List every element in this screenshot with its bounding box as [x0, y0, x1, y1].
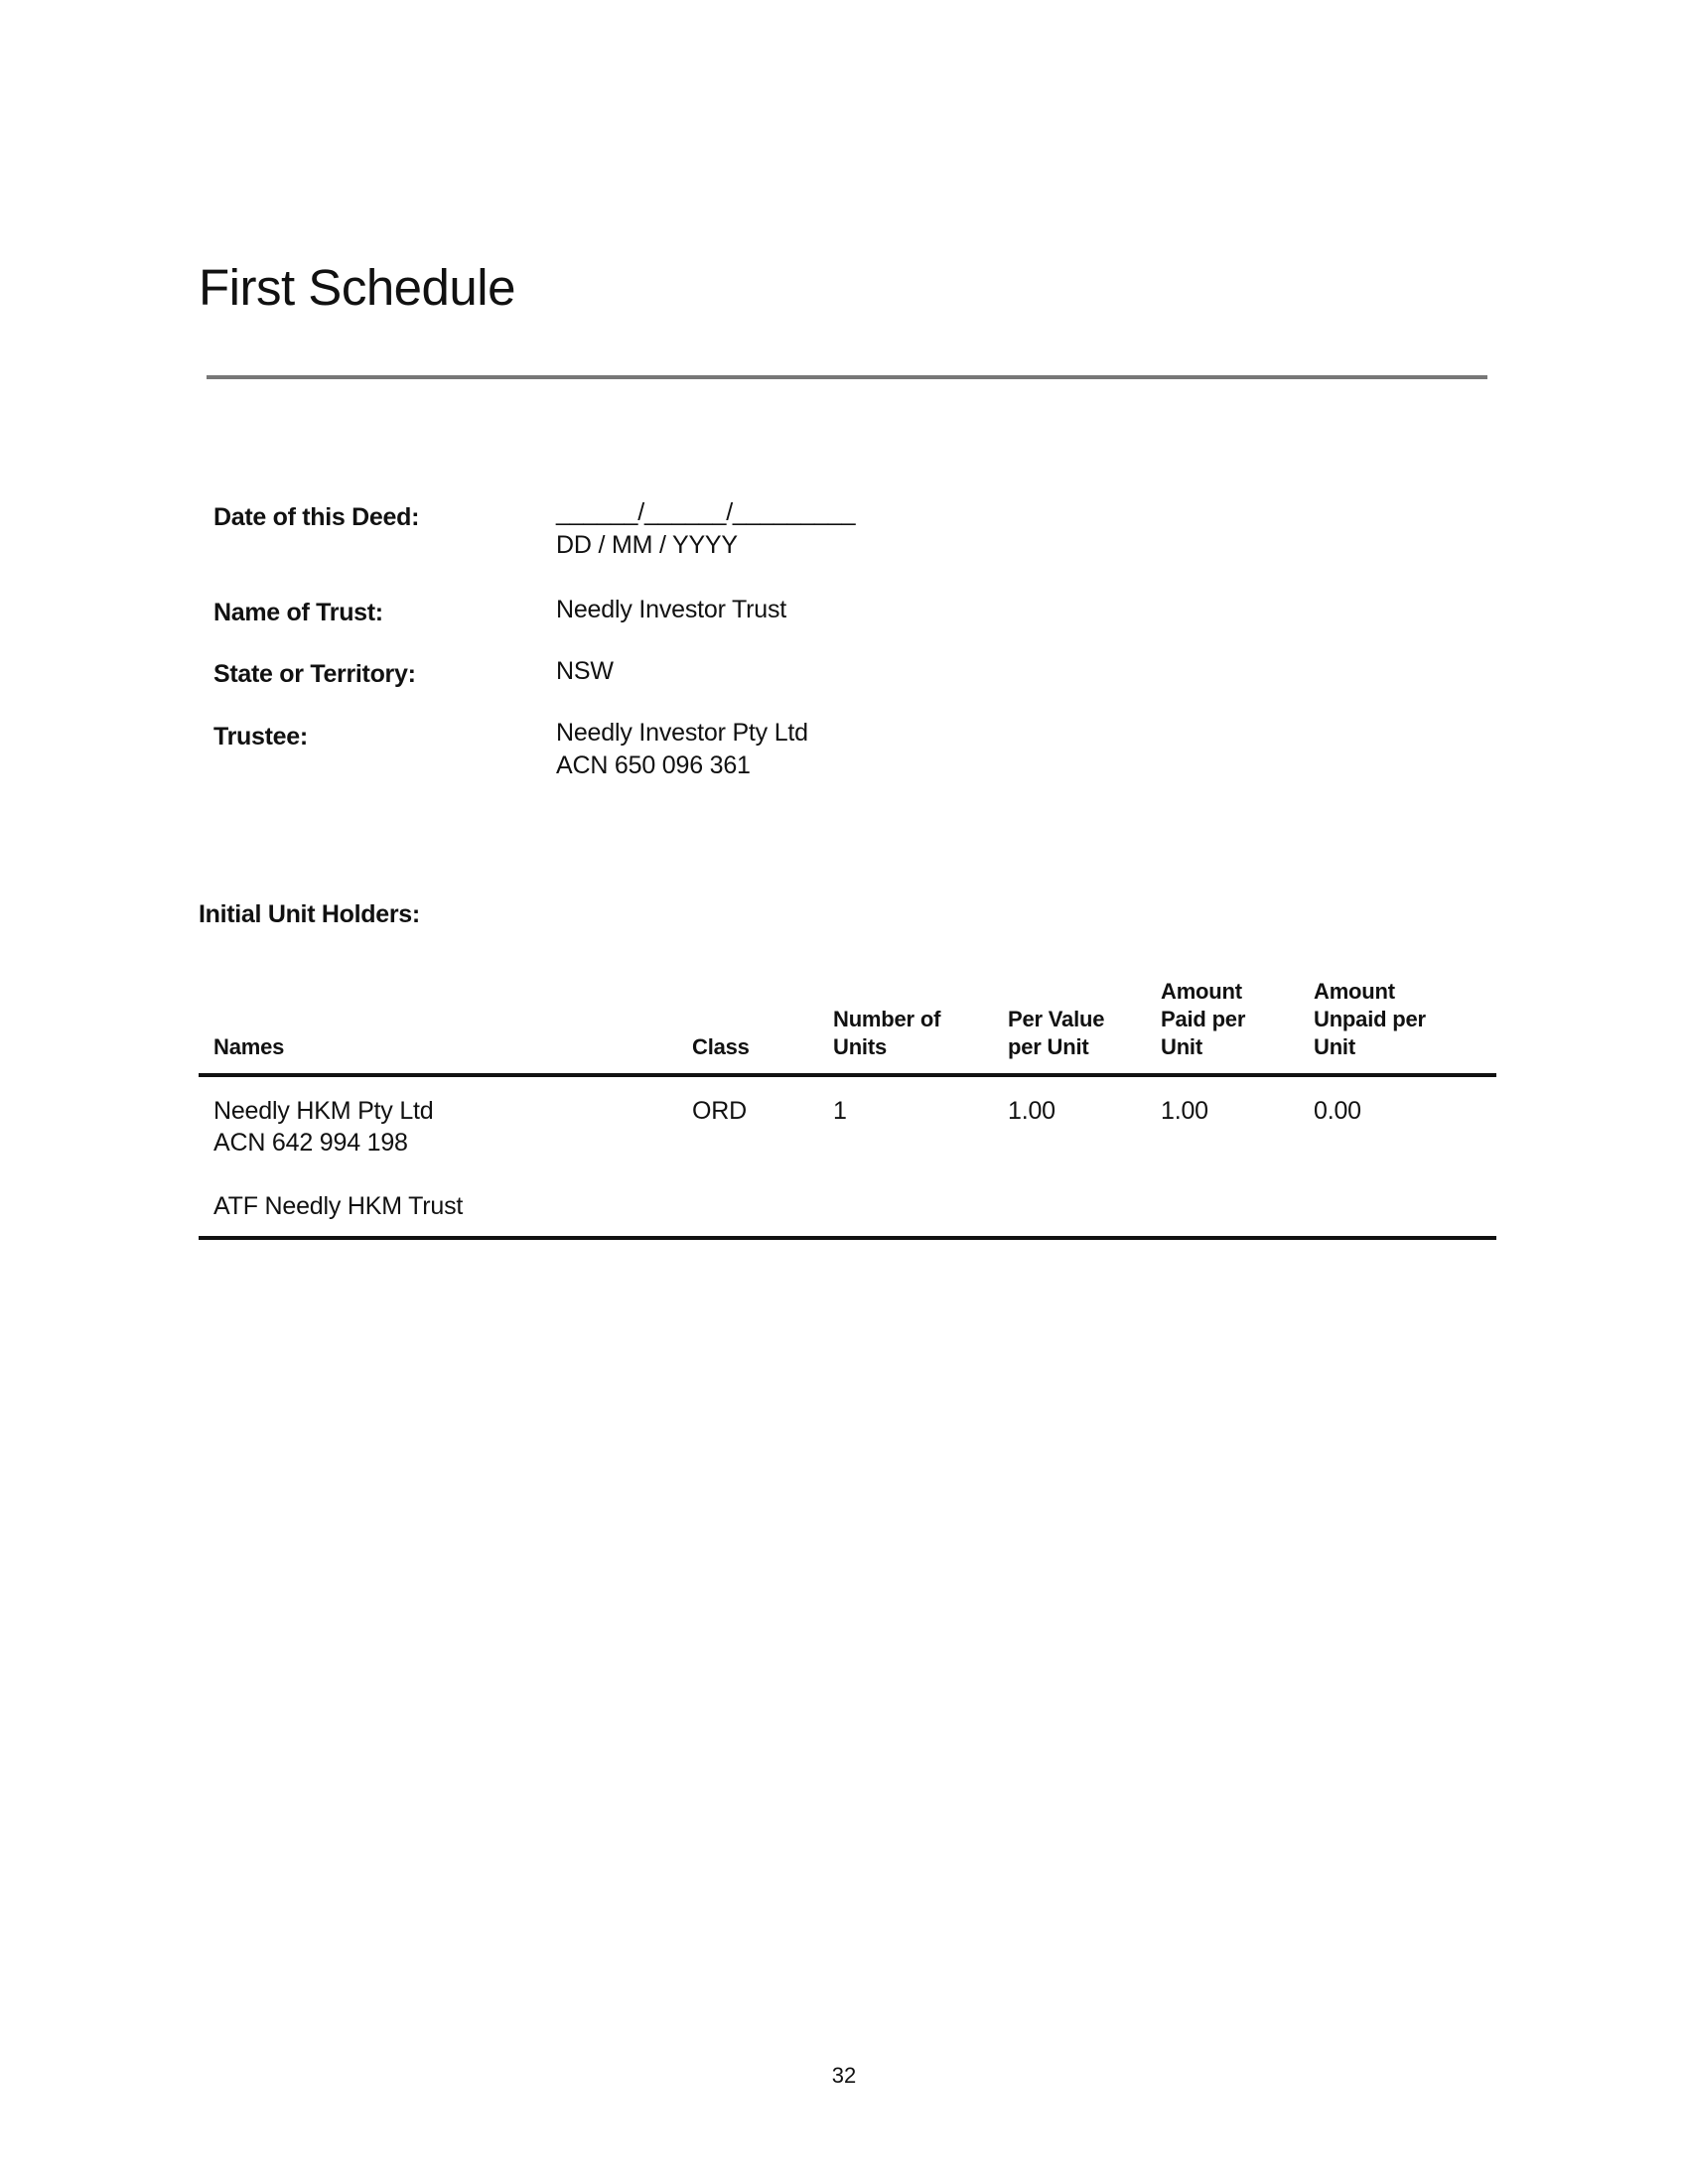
table-row [199, 1075, 1496, 1238]
trustee-label: Trustee: [213, 723, 308, 751]
holder-units: 1 [833, 1075, 1008, 1238]
column-header-number-of-units: Number of Units [833, 978, 1008, 1075]
date-of-deed-label: Date of this Deed: [213, 503, 420, 531]
holder-amount-paid: 1.00 [1161, 1075, 1314, 1238]
state-label: State or Territory: [213, 660, 416, 688]
holder-atf: ATF Needly HKM Trust [213, 1192, 464, 1220]
title-divider [207, 375, 1487, 379]
column-header-amount-unpaid: Amount Unpaid per Unit [1314, 978, 1496, 1075]
date-of-deed-value [556, 496, 855, 562]
spacer [213, 1159, 692, 1190]
state-value: NSW [556, 657, 614, 685]
column-header-amount-paid: Amount Paid per Unit [1161, 978, 1314, 1075]
page-number: 32 [831, 2063, 857, 2088]
page-title: First Schedule [199, 259, 515, 316]
trustee-name: Needly Investor Pty Ltd [556, 719, 808, 747]
holder-name: Needly HKM Pty Ltd [213, 1097, 434, 1125]
holder-acn: ACN 642 994 198 [213, 1129, 408, 1157]
holder-class: ORD [692, 1075, 833, 1238]
table-header-row [199, 978, 1496, 1075]
trustee-acn: ACN 650 096 361 [556, 751, 751, 779]
trust-name-label: Name of Trust: [213, 599, 383, 626]
column-header-class: Class [692, 978, 833, 1075]
column-header-per-value: Per Value per Unit [1008, 978, 1161, 1075]
holder-amount-unpaid: 0.00 [1314, 1075, 1496, 1238]
trust-name-value: Needly Investor Trust [556, 596, 787, 623]
date-blank-line: ______/______/_________ [556, 498, 856, 526]
trustee-value [556, 717, 808, 782]
column-header-names: Names [199, 978, 692, 1075]
holder-name-cell [199, 1075, 692, 1238]
unit-holders-table [199, 978, 1496, 1240]
date-format-hint: DD / MM / YYYY [556, 531, 738, 559]
holder-per-value: 1.00 [1008, 1075, 1161, 1238]
unit-holders-heading: Initial Unit Holders: [199, 900, 420, 928]
